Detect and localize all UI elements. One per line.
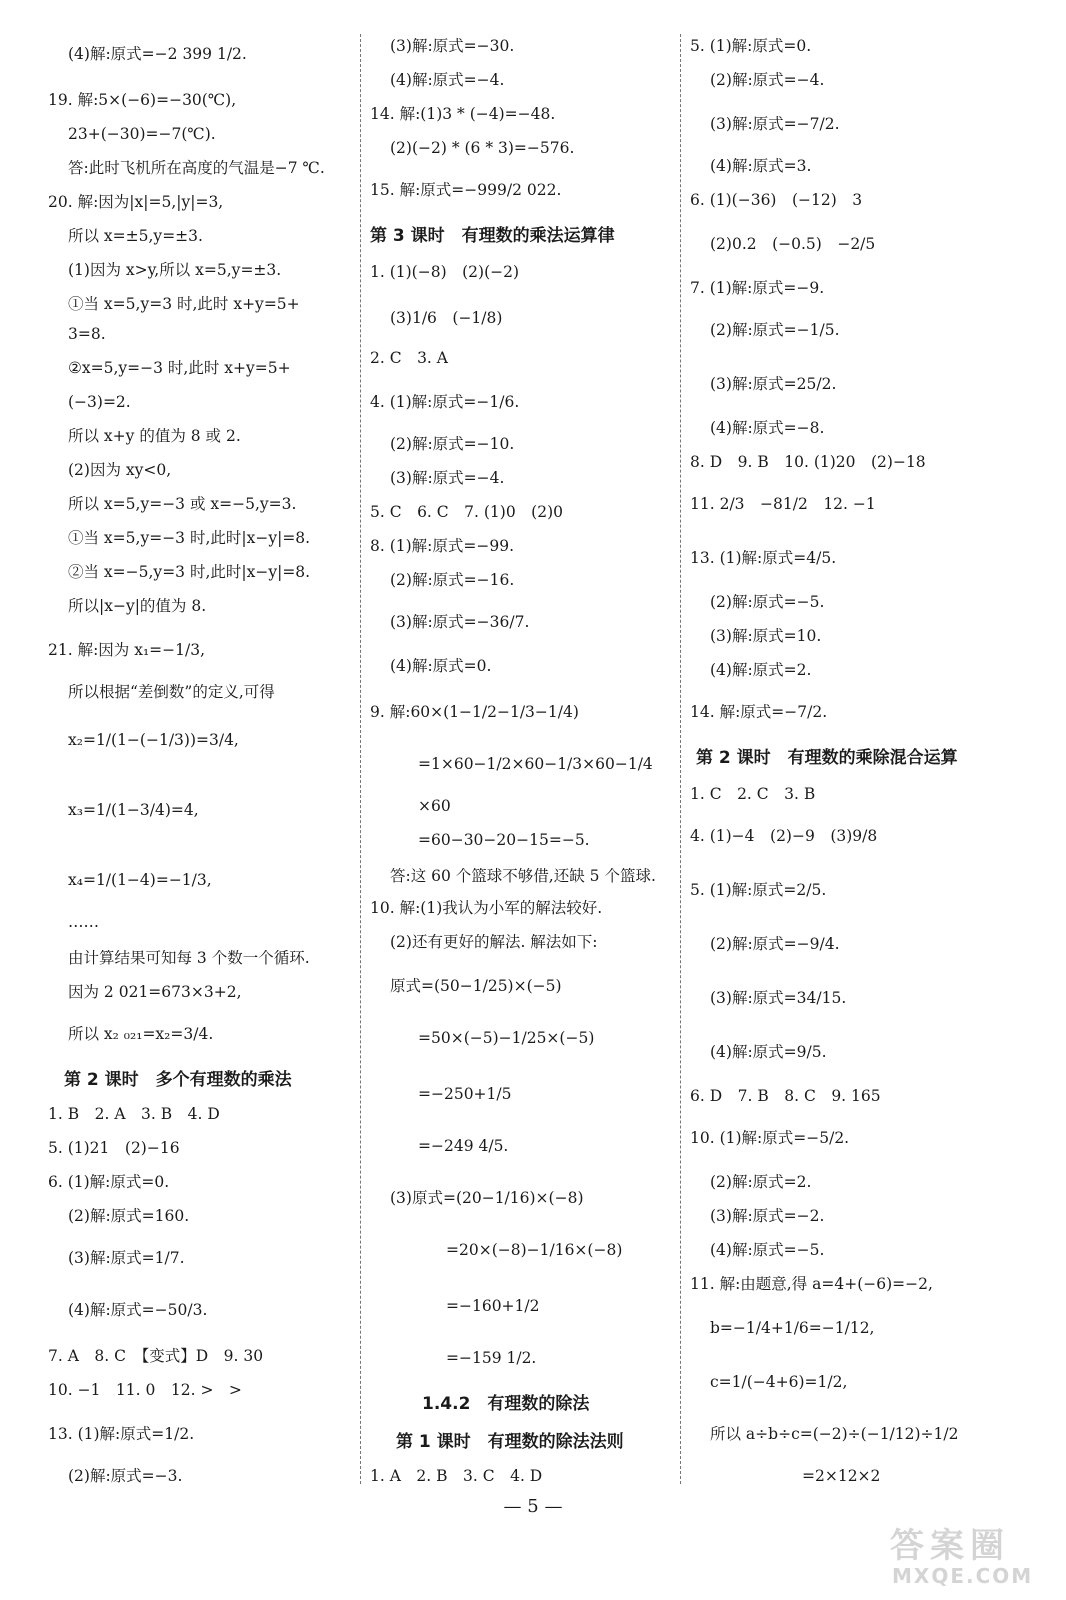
answer-line: 5. (1)解:原式=2/5. [690,881,827,899]
answer-line: (2)解:原式=−4. [710,71,825,89]
answer-line: =−249 4/5. [418,1137,509,1155]
answer-line: 6. (1)解:原式=0. [48,1173,170,1191]
answer-line: 10. −1 11. 0 12. > > [48,1381,242,1399]
answer-line: (4)解:原式=3. [710,157,812,175]
answer-line: 20. 解:因为|x|=5,|y|=3, [48,193,224,211]
answer-line: 4. (1)解:原式=−1/6. [370,393,520,411]
answer-line: (4)解:原式=−50/3. [68,1301,208,1319]
answer-line: (2)因为 xy<0, [68,461,172,479]
answer-line: 原式=(50−1/25)×(−5) [390,977,562,995]
answer-line: 7. (1)解:原式=−9. [690,279,825,297]
answer-line: =2×12×2 [802,1467,881,1485]
watermark-logo [872,1518,1052,1592]
answer-line: b=−1/4+1/6=−1/12, [710,1319,875,1337]
answer-line: (4)解:原式=−2 399 1/2. [68,45,247,63]
answer-line: =1×60−1/2×60−1/3×60−1/4 [418,755,653,773]
answer-line: 10. (1)解:原式=−5/2. [690,1129,850,1147]
answer-line: (4)解:原式=−5. [710,1241,825,1259]
answer-line: (3)解:原式=34/15. [710,989,847,1007]
section-heading: 第 3 课时 有理数的乘法运算律 [370,226,615,246]
answer-line: (4)解:原式=−4. [390,71,505,89]
answer-line: (2)还有更好的解法. 解法如下: [390,933,598,951]
answer-line: 所以根据“差倒数”的定义,可得 [68,683,275,701]
answer-line: 1. A 2. B 3. C 4. D [370,1467,543,1485]
answer-line: 所以 a÷b÷c=(−2)÷(−1/12)÷1/2 [710,1425,959,1443]
answer-line: (2)0.2 (−0.5) −2/5 [710,235,876,253]
answer-line: =−160+1/2 [446,1297,540,1315]
answer-line: 所以 x+y 的值为 8 或 2. [68,427,241,445]
answer-line: 5. (1)解:原式=0. [690,37,812,55]
answer-line: ×60 [418,797,451,815]
answer-line: (2)解:原式=−10. [390,435,515,453]
page-number: — 5 — [503,1496,563,1517]
answer-line: (3)解:原式=−30. [390,37,515,55]
answer-line: (4)解:原式=0. [390,657,492,675]
answer-line: …… [68,913,99,931]
answer-line: 由计算结果可知每 3 个数一个循环. [68,949,310,967]
answer-line: (3)解:原式=−4. [390,469,505,487]
answer-line: (2)解:原式=−5. [710,593,825,611]
answer-line: =60−30−20−15=−5. [418,831,590,849]
answer-line: (3)1/6 (−1/8) [390,309,503,327]
answer-line: 8. D 9. B 10. (1)20 (2)−18 [690,453,926,471]
answer-line: ②当 x=−5,y=3 时,此时|x−y|=8. [68,563,311,581]
answer-line: (4)解:原式=2. [710,661,812,679]
watermark-text: 答案圈 [890,1526,1010,1566]
answer-line: (2)解:原式=160. [68,1207,190,1225]
answer-line: 11. 解:由题意,得 a=4+(−6)=−2, [690,1275,933,1293]
answer-line: 5. (1)21 (2)−16 [48,1139,180,1157]
answer-line: x₃=1/(1−3/4)=4, [68,801,199,819]
answer-line: 1. (1)(−8) (2)(−2) [370,263,520,281]
answer-line: (−3)=2. [68,393,131,411]
answer-line: 14. 解:原式=−7/2. [690,703,828,721]
answer-line: 19. 解:5×(−6)=−30(℃), [48,91,237,109]
answer-line: (4)解:原式=9/5. [710,1043,827,1061]
section-heading: 1.4.2 有理数的除法 [422,1394,590,1414]
answer-line: (3)解:原式=1/7. [68,1249,185,1267]
answer-line: 1. C 2. C 3. B [690,785,816,803]
answer-line: (2)(−2) * (6 * 3)=−576. [390,139,575,157]
answer-line: (3)解:原式=−36/7. [390,613,530,631]
answer-line: 7. A 8. C 【变式】D 9. 30 [48,1347,264,1365]
section-heading: 第 2 课时 多个有理数的乘法 [64,1070,292,1090]
answer-line: 15. 解:原式=−999/2 022. [370,181,562,199]
answer-line: 10. 解:(1)我认为小军的解法较好. [370,899,603,917]
answer-line: (4)解:原式=−8. [710,419,825,437]
answer-line: c=1/(−4+6)=1/2, [710,1373,848,1391]
answer-line: 所以 x₂ ₀₂₁=x₂=3/4. [68,1025,214,1043]
answer-line: 11. 2/3 −81/2 12. −1 [690,495,876,513]
watermark-url: MXQE.COM [892,1564,1034,1588]
answer-line: 21. 解:因为 x₁=−1/3, [48,641,206,659]
answer-line: 13. (1)解:原式=4/5. [690,549,837,567]
answer-line: =−159 1/2. [446,1349,537,1367]
answer-line: (2)解:原式=−16. [390,571,515,589]
answer-line: (2)解:原式=−1/5. [710,321,840,339]
section-heading: 第 1 课时 有理数的除法法则 [396,1432,624,1452]
answer-line: 答:此时飞机所在高度的气温是−7 ℃. [68,159,325,177]
answer-line: 5. C 6. C 7. (1)0 (2)0 [370,503,564,521]
answer-line: 6. D 7. B 8. C 9. 165 [690,1087,881,1105]
answer-line: x₂=1/(1−(−1/3))=3/4, [68,731,239,749]
answer-line: (3)原式=(20−1/16)×(−8) [390,1189,584,1207]
answer-line: 6. (1)(−36) (−12) 3 [690,191,863,209]
section-heading: 第 2 课时 有理数的乘除混合运算 [696,748,958,768]
answer-line: 3=8. [68,325,106,343]
answer-line: (3)解:原式=10. [710,627,822,645]
answer-line: 因为 2 021=673×3+2, [68,983,242,1001]
answer-line: 所以 x=±5,y=±3. [68,227,203,245]
answer-line: (3)解:原式=−2. [710,1207,825,1225]
answer-line: (2)解:原式=−9/4. [710,935,840,953]
column-divider-right [680,34,681,1484]
answer-line: =50×(−5)−1/25×(−5) [418,1029,595,1047]
answer-line: 14. 解:(1)3 * (−4)=−48. [370,105,556,123]
answer-line: 答:这 60 个篮球不够借,还缺 5 个篮球. [390,867,656,885]
answer-line: 9. 解:60×(1−1/2−1/3−1/4) [370,703,579,721]
answer-line: 2. C 3. A [370,349,448,367]
answer-line: ①当 x=5,y=−3 时,此时|x−y|=8. [68,529,311,547]
answer-line: 8. (1)解:原式=−99. [370,537,515,555]
answer-line: x₄=1/(1−4)=−1/3, [68,871,212,889]
answer-line: ①当 x=5,y=3 时,此时 x+y=5+ [68,295,300,313]
answer-line: ②x=5,y=−3 时,此时 x+y=5+ [68,359,291,377]
answer-line: =20×(−8)−1/16×(−8) [446,1241,623,1259]
answer-line: (3)解:原式=−7/2. [710,115,840,133]
answer-line: 13. (1)解:原式=1/2. [48,1425,195,1443]
answer-line: 4. (1)−4 (2)−9 (3)9/8 [690,827,878,845]
answer-line: =−250+1/5 [418,1085,512,1103]
answer-line: 所以|x−y|的值为 8. [68,597,207,615]
answer-line: 所以 x=5,y=−3 或 x=−5,y=3. [68,495,297,513]
answer-line: (2)解:原式=−3. [68,1467,183,1485]
column-divider-left [360,34,361,1484]
answer-line: (1)因为 x>y,所以 x=5,y=±3. [68,261,282,279]
answer-line: 1. B 2. A 3. B 4. D [48,1105,220,1123]
answer-line: (2)解:原式=2. [710,1173,812,1191]
answer-line: (3)解:原式=25/2. [710,375,837,393]
answer-line: 23+(−30)=−7(℃). [68,125,216,143]
